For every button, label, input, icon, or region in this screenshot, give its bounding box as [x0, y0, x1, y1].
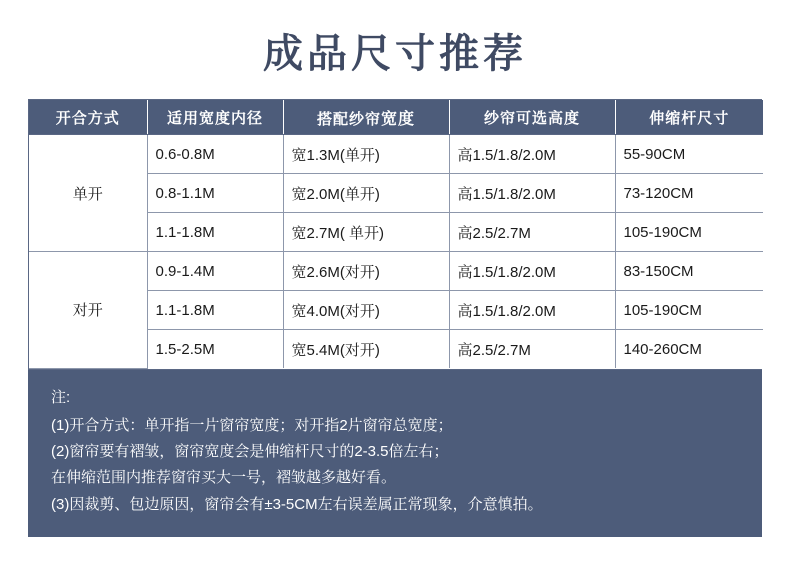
cell-curtain-height: 高2.5/2.7M — [449, 213, 615, 252]
cell-applicable-width: 0.9-1.4M — [147, 252, 283, 291]
column-header-curtain-width-emph: 宽度 — [381, 110, 416, 128]
notes-panel — [28, 370, 762, 537]
cell-rod-size: 83-150CM — [615, 252, 763, 291]
cell-rod-size: 55-90CM — [615, 135, 763, 174]
note-line-2: (2)窗帘要有褶皱，窗帘宽度会是伸缩杆尺寸的2-3.5倍左右； — [51, 443, 449, 460]
cell-curtain-width: 宽2.7M( 单开) — [283, 213, 449, 252]
spec-table — [29, 100, 763, 369]
cell-applicable-width: 0.6-0.8M — [147, 135, 283, 174]
cell-curtain-width: 宽2.0M(单开) — [283, 174, 449, 213]
cell-curtain-height: 高1.5/1.8/2.0M — [449, 291, 615, 330]
table-row — [29, 252, 763, 291]
cell-applicable-width: 1.5-2.5M — [147, 330, 283, 369]
column-header-curtain-width — [283, 100, 449, 135]
cell-curtain-height: 高1.5/1.8/2.0M — [449, 135, 615, 174]
cell-curtain-width: 宽5.4M(对开) — [283, 330, 449, 369]
cell-applicable-width: 1.1-1.8M — [147, 213, 283, 252]
note-line-4: (3)因裁剪、包边原因，窗帘会有±3-5CM左右误差属正常现象，介意慎拍。 — [51, 495, 543, 513]
column-header-curtain-width-plain: 搭配纱帘 — [316, 110, 381, 128]
spec-table-container — [28, 99, 762, 370]
group-label-double-open: 对开 — [29, 252, 147, 369]
cell-curtain-width: 宽2.6M(对开) — [283, 252, 449, 291]
note-line-1: (1)开合方式：单开指一片窗帘宽度；对开指2片窗帘总宽度； — [51, 416, 453, 434]
cell-rod-size: 140-260CM — [623, 340, 702, 358]
page-title: 成品尺寸推荐 — [263, 32, 527, 76]
cell-applicable-width: 0.8-1.1M — [147, 174, 283, 213]
column-header-open-mode: 开合方式 — [29, 100, 147, 135]
cell-curtain-width: 宽4.0M(对开) — [283, 291, 449, 330]
group-label-single-open: 单开 — [29, 135, 147, 252]
note-line-3: 在伸缩范围内推荐窗帘买大一号，褶皱越多越好看。 — [51, 469, 397, 487]
table-body — [29, 135, 763, 369]
column-header-applicable-width: 适用宽度内径 — [147, 100, 283, 135]
column-header-curtain-height: 纱帘可选高度 — [449, 100, 615, 135]
table-row — [29, 135, 763, 174]
table-header-row — [29, 100, 763, 135]
cell-rod-size: 73-120CM — [615, 174, 763, 213]
cell-curtain-height: 高1.5/1.8/2.0M — [449, 252, 615, 291]
cell-applicable-width: 1.1-1.8M — [147, 291, 283, 330]
notes-title: 注: — [51, 388, 71, 406]
table-header — [29, 100, 763, 135]
cell-curtain-height: 高1.5/1.8/2.0M — [449, 174, 615, 213]
cell-rod-size: 105-190CM — [615, 291, 763, 330]
cell-rod-size: 105-190CM — [615, 213, 763, 252]
cell-curtain-height: 高2.5/2.7M — [449, 330, 615, 369]
cell-curtain-width: 宽1.3M(单开) — [283, 135, 449, 174]
column-header-rod-size: 伸缩杆尺寸 — [615, 100, 763, 135]
